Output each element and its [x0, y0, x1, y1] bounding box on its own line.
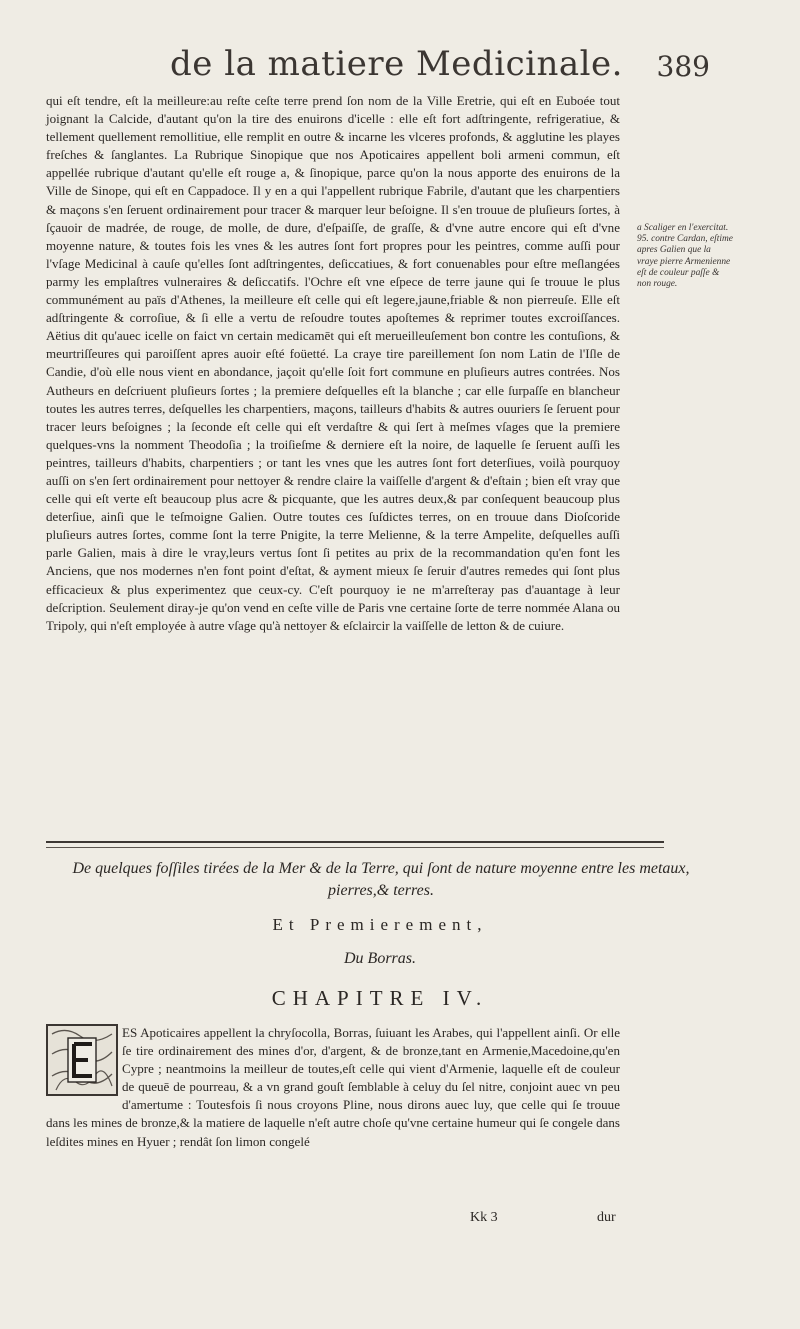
signature-mark: Kk 3 — [470, 1210, 498, 1225]
chapter-paragraph: ES Apoticaires appellent la chryſocolla, Borras, ſuiuant les Arabes, qui l'appellent ainſi. Or elle ſe tire ordinairement des mines d'or, d'argent, & de bronze,tant en Armenie,Macedoine,qu'en Cypre ; neantmoins la meilleur de toutes,eſt celle qui vient d'Armenie, laquelle eſt de couleur de queuē de pourreau, & a vn grand gouſt ſemblable à celuy du ſel nitre, conjoint auec vn peu d'amertume : Toutesfois ſi nous croyons Pline, nous dirons auec luy, que celle qui ſe trouue dans les mines de bronze,& la matiere de laquelle n'eſt autre choſe qu'vne certaine humeur qui ſe congele dans leſdites mines en Hyuer ; rendât ſon limon congelé — [46, 1025, 620, 1149]
ornamental-initial-icon — [46, 1024, 118, 1096]
section-divider — [46, 841, 664, 848]
page-header — [150, 44, 710, 92]
body-paragraph: qui eſt tendre, eſt la meilleure:au reſte ceſte terre prend ſon nom de la Ville Eretrie, qui eſt en Euboée tout joignant la Calcide, d'autant qu'on la tire des enuirons d'icelle : elle eſt fort adſtringente, refrigeratiue, & tellement quellement remollitiue, elle remplit en outre & incarne les vlceres profonds, & agglutine les playes freſches & ſanglantes. La Rubrique Sinopique que nos Apoticaires appellent boli armeni commun, eſt appellée rubrique d'autant qu'elle eſt rouge a, & ſinopique, parce qu'on la nous apporte des enuirons de la Ville de Sinope, qui eſt en Cappadoce. Il y en a qui l'appellent rubrique Fabrile, d'autant que les charpentiers & maçons s'en ſeruent ordinairement pour tracer & marquer leur beſoigne. Il s'en trouue de pluſieurs ſortes, à ſçauoir de madrée, de rouge, de molle, de dure, d'eſpaiſſe, de graſſe, & d'vne autre encore qui eſt d'vne moyenne nature, & toutes fois les vnes & les autres ſont fort propres pour les peintres, comme auſſi pour l'vſage Medicinal à cauſe qu'elles ſont adſtringentes, deſiccatiues, & fort conuenables pour eſtre meſlangées parmy les emplaſtres vulneraires & deſiccatifs. l'Ochre eſt vne eſpece de terre jaune qui ſe trouue le plus communément au païs d'Athenes, la meilleure eſt celle qui eſt legere,jaune,friable & non pierreuſe. Elle eſt adſtringente & corroſiue, & ſi elle a vertu de reſoudre toutes apoſtemes & reprimer toutes excroiſſances. Aëtius dit qu'auec icelle on faict vn certain medicamēt qui eſt merueilleuſement bon contre les contuſions, & meurtriſſeures qui paroiſſent apres auoir eſté foüetté. La craye tire pareillement ſon nom Latin de l'Iſle de Candie, d'où elle nous vient en abondance, jaçoit qu'elle ſoit fort commune en pluſieurs autres contrées. Nos Autheurs en deſcriuent pluſieurs ſortes ; la premiere deſquelles eſt la blanche ; car elle ſurpaſſe en blancheur toutes les autres terres, deſquelles les charpentiers, maçons, tailleurs d'habits & autres ouuriers ſe ſeruent pour tracer leurs beſoignes ; la ſeconde eſt celle qui eſt verdaſtre & qui ſert à meſmes vſages que la premiere quelques-vns la nomment Theodoſia ; la troiſieſme & derniere eſt la noire, de laquelle ſe ſeruent auſſi les peintres, tailleurs d'habits, charpentiers ; or tant les vnes que les autres ſont fort deterſiues, voilà pourquoy auſſi on s'en ſert ordinairement pour nettoyer & rendre claire la vaiſſelle d'argent & d'eſtain ; bien eſt vray que celle qui eſt verte eſt beaucoup plus acre & picquante, que les autres deux,& par conſequent beaucoup plus deterſiue, ainſi que le teſmoigne Galien. Outre toutes ces ſuſdictes terres, on en trouue dans Dioſcoride pluſieurs autres ſortes, comme ſont la terre Pnigite, la terre Melienne, & la terre Ampelite, deſquelles auſſi parle Galien, mais à dire le vray,leurs vertus ſont ſi petites au prix de la recommandation qu'en font les Anciens, que nos modernes n'en font point d'eſtat, & ayment mieux ſe ſeruir d'autres remedes qui ſont plus efficacieux & plus experimentez que ceux-cy. C'eſt pourquoy ie ne m'arreſteray pas d'auantage à leur deſcription. Seulement diray-je qu'on vend en ceſte ville de Paris vne certaine ſorte de terre nommée Alana ou Tripoly, qui n'eſt employée à autre vſage qu'à nettoyer & eſclaircir la vaiſſelle de letton & de cuiure. — [46, 93, 620, 633]
margin-note: a Scaliger en l'exercitat. 95. contre Cardan, eſtime apres Galien que la vraye pierre Armenienne eſt de couleur paſſe & non rouge. — [637, 223, 733, 290]
section-subhead: Et Premierement, — [272, 915, 488, 934]
chapter-text-block — [46, 1024, 620, 1151]
running-title: de la matiere Medicinale. — [170, 44, 623, 84]
chapter-heading: CHAPITRE IV. — [271, 986, 489, 1010]
page-number: 389 — [656, 50, 710, 83]
section-title: De quelques foſſiles tirées de la Mer & de la Terre, qui ſont de nature moyenne entre les metaux, pierres,& terres. — [72, 860, 690, 899]
section-subtitle: Du Borras. — [343, 950, 416, 967]
body-text — [46, 92, 620, 635]
catchword: dur — [597, 1210, 616, 1225]
drop-cap — [46, 1024, 122, 1114]
